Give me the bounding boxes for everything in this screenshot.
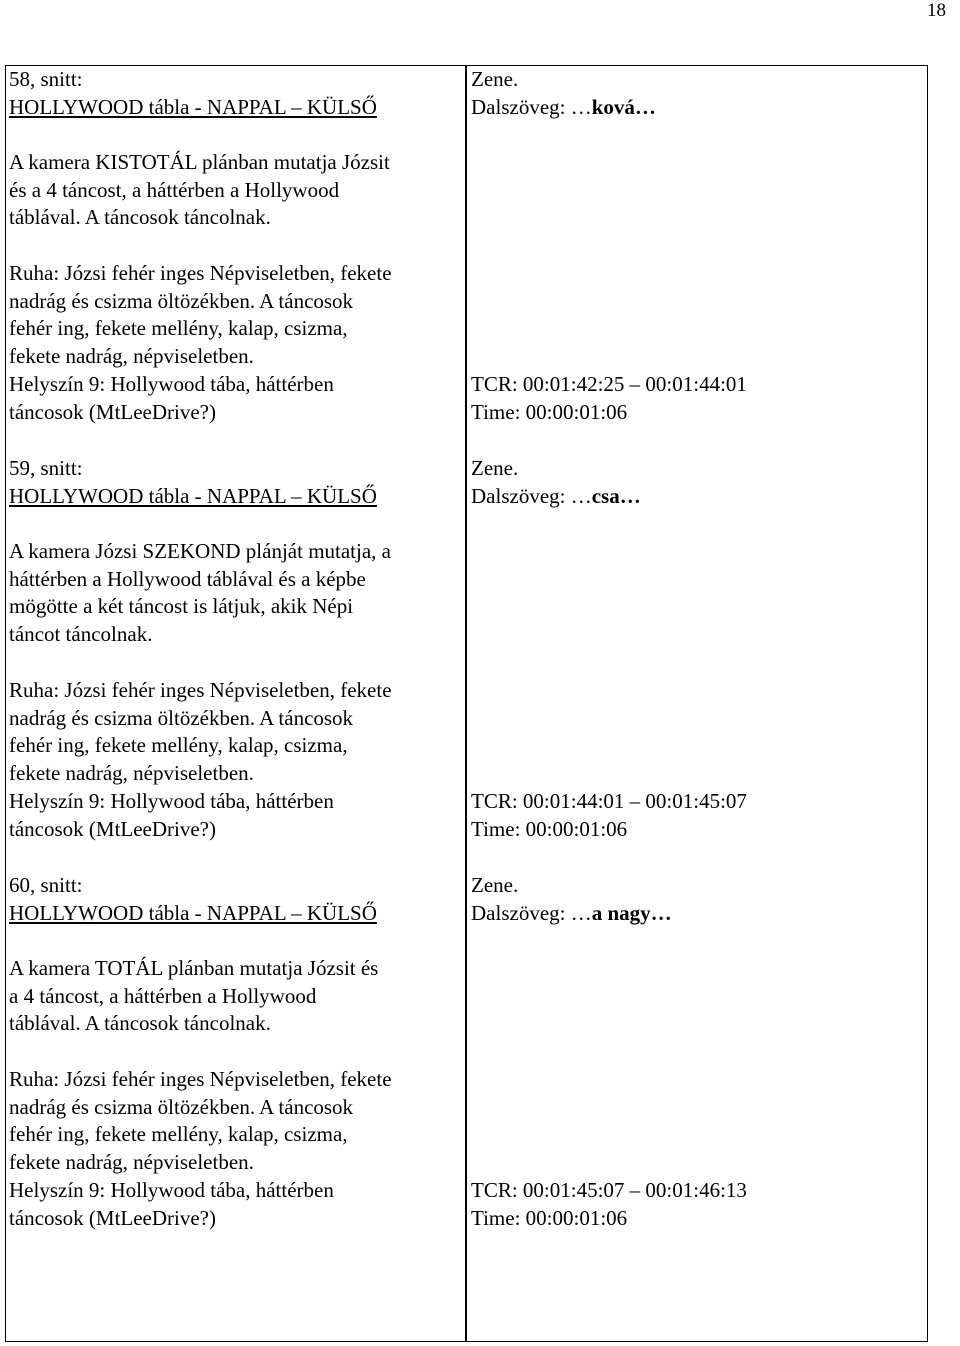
audio-label: Zene. xyxy=(471,67,519,91)
scene-heading: HOLLYWOOD tábla - NAPPAL – KÜLSŐ xyxy=(9,483,377,508)
scene-59-header xyxy=(9,455,377,510)
lyric-word: a nagy… xyxy=(591,900,672,925)
description-line: táblával. A táncosok táncolnak. xyxy=(9,1011,271,1036)
audio-label: Zene. xyxy=(471,873,519,897)
lyric-word: ková… xyxy=(591,94,656,119)
scene-59-costume xyxy=(9,677,392,843)
location-line: táncosok (MtLeeDrive?) xyxy=(9,1205,216,1230)
scene-60-costume xyxy=(9,1066,392,1232)
scene-58-timing xyxy=(471,371,747,426)
scene-59-audio xyxy=(471,455,641,510)
scene-58-header xyxy=(9,66,377,121)
scene-59-description xyxy=(9,538,391,649)
scene-60-description xyxy=(9,955,378,1038)
lyric-prefix: Dalszöveg: … xyxy=(471,94,592,119)
time-line: Time: 00:00:01:06 xyxy=(471,816,628,841)
lyric-prefix: Dalszöveg: … xyxy=(471,483,592,508)
scene-58-costume xyxy=(9,260,392,426)
description-line: táncot táncolnak. xyxy=(9,622,153,647)
costume-line: fekete nadrág, népviseletben. xyxy=(9,344,254,369)
lyric-line xyxy=(471,483,641,511)
location-line: táncosok (MtLeeDrive?) xyxy=(9,399,216,424)
description-line: A kamera TOTÁL plánban mutatja Józsit és xyxy=(9,956,379,980)
description-line: A kamera Józsi SZEKOND plánját mutatja, a xyxy=(9,539,391,563)
costume-line: fehér ing, fekete mellény, kalap, csizma, xyxy=(9,316,348,341)
costume-line: Ruha: Józsi fehér inges Népviseletben, fekete xyxy=(9,1067,392,1091)
scene-58-description xyxy=(9,149,390,232)
scene-number: 59, snitt: xyxy=(9,456,83,480)
costume-line: fekete nadrág, népviseletben. xyxy=(9,1150,254,1175)
costume-line: Ruha: Józsi fehér inges Népviseletben, fekete xyxy=(9,678,392,702)
scene-58-audio xyxy=(471,66,656,121)
tcr-line: TCR: 00:01:42:25 – 00:01:44:01 xyxy=(471,372,747,396)
lyric-word: csa… xyxy=(591,483,641,508)
tcr-line: TCR: 00:01:45:07 – 00:01:46:13 xyxy=(471,1178,747,1202)
scene-number: 58, snitt: xyxy=(9,67,83,91)
scene-60-audio xyxy=(471,872,672,927)
scene-heading: HOLLYWOOD tábla - NAPPAL – KÜLSŐ xyxy=(9,900,377,925)
location-line: Helyszín 9: Hollywood tába, háttérben xyxy=(9,371,334,396)
page-number: 18 xyxy=(927,0,946,21)
location-line: táncosok (MtLeeDrive?) xyxy=(9,816,216,841)
scene-59-timing xyxy=(471,788,747,843)
costume-line: fehér ing, fekete mellény, kalap, csizma, xyxy=(9,1122,348,1147)
lyric-line xyxy=(471,94,656,122)
description-line: A kamera KISTOTÁL plánban mutatja Józsit xyxy=(9,150,390,174)
tcr-line: TCR: 00:01:44:01 – 00:01:45:07 xyxy=(471,789,747,813)
costume-line: nadrág és csizma öltözékben. A táncosok xyxy=(9,288,354,313)
lyric-line xyxy=(471,900,672,928)
lyric-prefix: Dalszöveg: … xyxy=(471,900,592,925)
description-line: mögötte a két táncost is látjuk, akik Népi xyxy=(9,594,354,619)
time-line: Time: 00:00:01:06 xyxy=(471,399,628,424)
description-line: háttérben a Hollywood táblával és a képbe xyxy=(9,566,366,591)
description-line: táblával. A táncosok táncolnak. xyxy=(9,205,271,230)
column-divider xyxy=(465,66,467,1341)
scene-number: 60, snitt: xyxy=(9,873,83,897)
location-line: Helyszín 9: Hollywood tába, háttérben xyxy=(9,1177,334,1202)
audio-label: Zene. xyxy=(471,456,519,480)
costume-line: fekete nadrág, népviseletben. xyxy=(9,761,254,786)
location-line: Helyszín 9: Hollywood tába, háttérben xyxy=(9,788,334,813)
costume-line: nadrág és csizma öltözékben. A táncosok xyxy=(9,1094,354,1119)
time-line: Time: 00:00:01:06 xyxy=(471,1205,628,1230)
costume-line: Ruha: Józsi fehér inges Népviseletben, fekete xyxy=(9,261,392,285)
description-line: a 4 táncost, a háttérben a Hollywood xyxy=(9,983,317,1008)
scene-60-timing xyxy=(471,1177,747,1232)
description-line: és a 4 táncost, a háttérben a Hollywood xyxy=(9,177,340,202)
costume-line: fehér ing, fekete mellény, kalap, csizma, xyxy=(9,733,348,758)
costume-line: nadrág és csizma öltözékben. A táncosok xyxy=(9,705,354,730)
scene-60-header xyxy=(9,872,377,927)
scene-heading: HOLLYWOOD tábla - NAPPAL – KÜLSŐ xyxy=(9,94,377,119)
